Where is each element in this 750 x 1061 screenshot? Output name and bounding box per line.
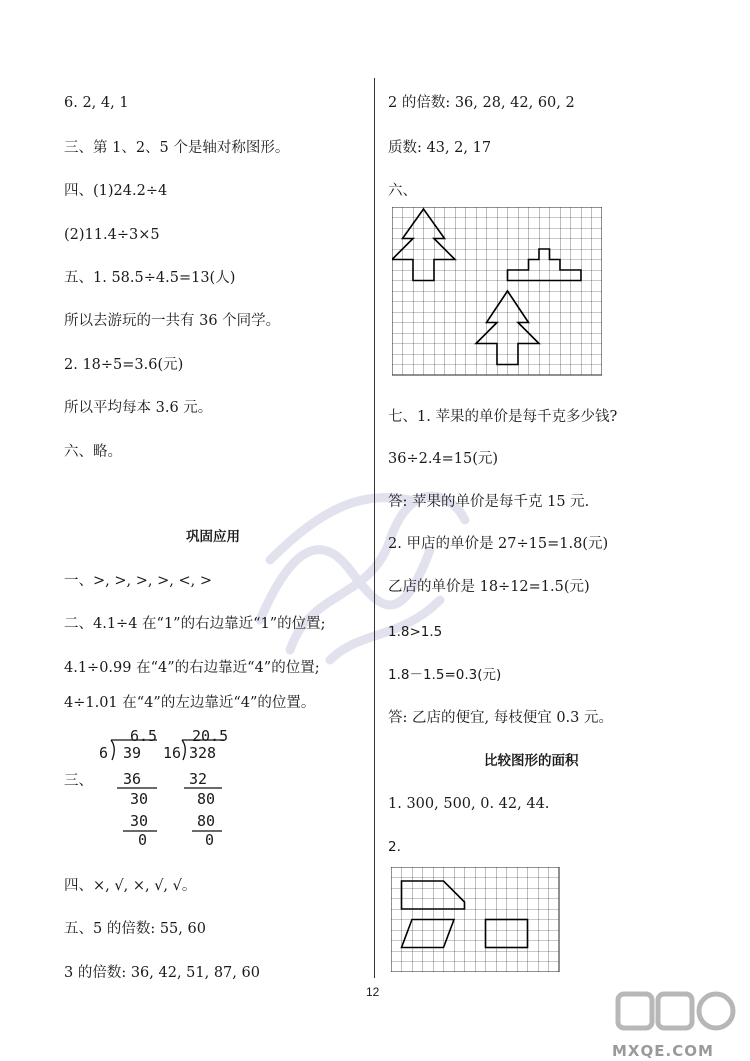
watermark-logo-graphic [612,988,742,1036]
line-wu-1: 五、1. 58.5÷4.5=13(人) [64,270,236,286]
ld1-dividend: 39 [123,744,142,762]
ld2-dividend: 328 [189,744,217,762]
line-er-1: 二、4.1÷4 在“1”的右边靠近“1”的位置; [64,616,326,632]
line-yi: 一、>, >, >, >, <, > [64,573,212,589]
ld1-remainder-2: 0 [138,831,148,849]
watermark-stamp [230,430,490,690]
line-qi-1: 七、1. 苹果的单价是每千克多少钱? [388,409,618,425]
ld1-product-2: 30 [130,812,149,830]
line-2-multiples: 2 的倍数: 36, 28, 42, 60, 2 [388,95,575,111]
line-qi-1-calc: 36÷2.4=15(元) [388,451,499,467]
line-diff: 1.8－1.5=0.3(元) [388,667,502,683]
line-er-2: 4.1÷0.99 在“4”的右边靠近“4”的位置; [64,660,320,676]
line-compare-1: 1. 300, 500, 0. 42, 44. [388,796,550,812]
line-wu-1-ans: 所以去游玩的一共有 36 个同学。 [64,313,281,329]
line-wu-2: 2. 18÷5=3.6(元) [64,357,184,373]
ld1-remainder-1: 30 [130,790,149,808]
column-divider [374,78,375,978]
watermark-logo [612,988,742,1060]
grid-figure-areas [391,867,563,972]
grid-figure-trees [392,207,602,382]
line-si-b: 四、×, √, ×, √, √。 [64,878,197,894]
ld2-remainder-2: 0 [205,831,215,849]
ld2-divisor: 16 [163,744,182,762]
ld1-divisor: 6 [99,744,109,762]
line-san-label: 三、 [64,773,93,789]
line-qi-1-ans: 答: 苹果的单价是每千克 15 元. [388,494,590,510]
line-6: 6. 2, 4, 1 [64,95,129,111]
line-si-1: 四、(1)24.2÷4 [64,183,168,199]
section-heading-gonggu: 巩固应用 [186,529,240,545]
line-qi-2b: 乙店的单价是 18÷12=1.5(元) [388,579,590,595]
ld1-product-1: 36 [123,770,142,788]
line-si-2: (2)11.4÷3×5 [64,227,160,243]
line-wu-2-ans: 所以平均每本 3.6 元。 [64,400,213,416]
watermark-domain: MXQE.COM [612,1042,714,1060]
ld2-product-1: 32 [189,770,208,788]
line-wu-b: 五、5 的倍数: 55, 60 [64,921,206,937]
line-3-multiples: 3 的倍数: 36, 42, 51, 87, 60 [64,965,260,981]
line-primes: 质数: 43, 2, 17 [388,140,492,156]
page-number: 12 [366,985,380,999]
ld1-lines [95,738,165,853]
ld2-product-2: 80 [197,812,216,830]
line-qi-2: 2. 甲店的单价是 27÷15=1.8(元) [388,536,609,552]
ld2-lines [170,738,230,853]
line-qi-2-ans: 答: 乙店的便宜, 每枝便宜 0.3 元。 [388,710,613,726]
line-compare-2: 2. [388,839,401,855]
line-liu: 六、略。 [64,444,122,460]
ld2-quotient: 20.5 [192,727,229,745]
ld2-remainder-1: 80 [197,790,216,808]
line-san: 三、第 1、2、5 个是轴对称图形。 [64,140,290,156]
line-compare: 1.8>1.5 [388,624,443,640]
line-er-3: 4÷1.01 在“4”的左边靠近“4”的位置。 [64,695,316,711]
ld1-quotient: 6.5 [130,727,158,745]
section-heading-compare: 比较图形的面积 [484,753,579,769]
line-liu-r: 六、 [388,183,417,199]
